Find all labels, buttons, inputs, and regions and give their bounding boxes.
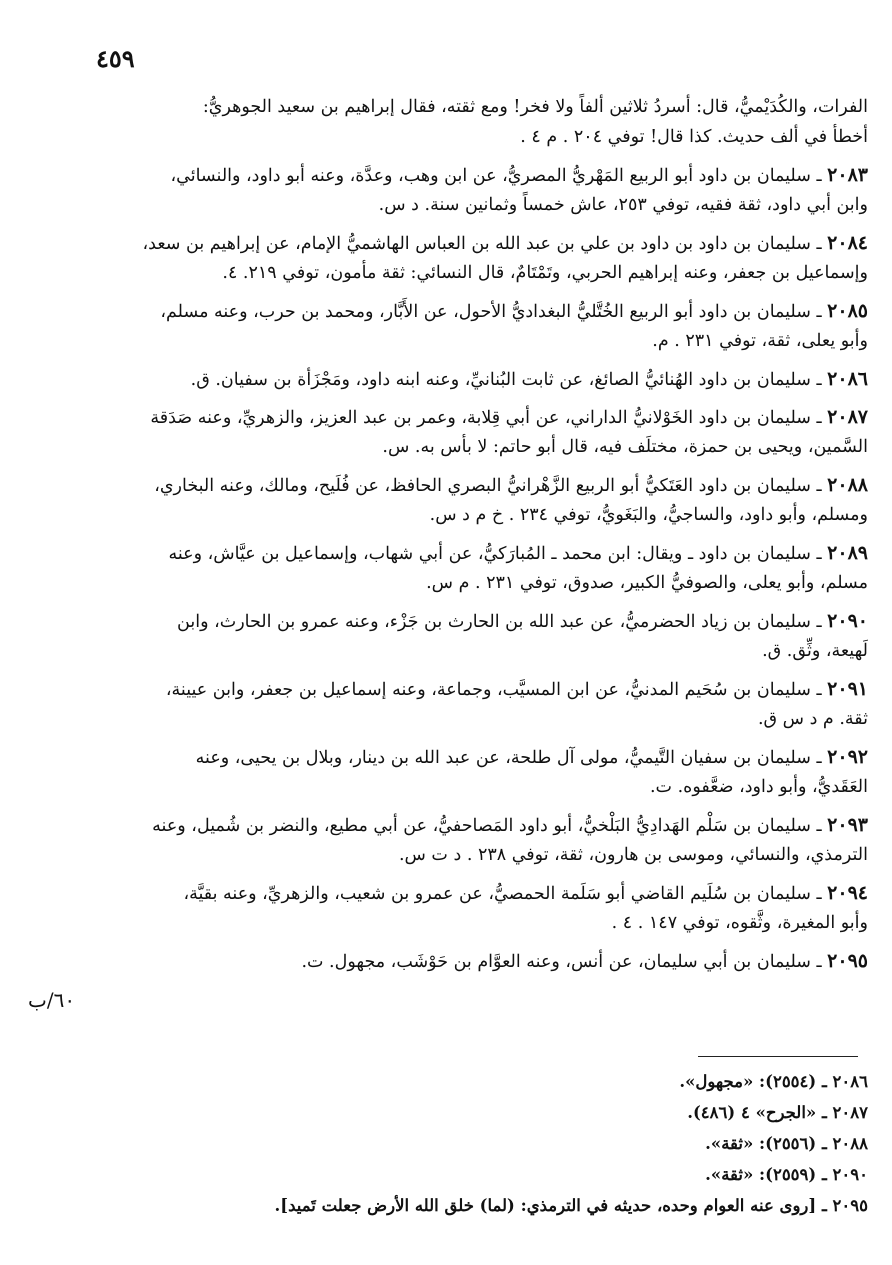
entry-first-line <box>98 810 868 840</box>
entry-number: ٢٠٨٥ <box>827 300 868 322</box>
entry-first-line <box>98 470 868 500</box>
entry-number: ٢٠٩٠ <box>827 610 868 632</box>
entry <box>98 606 868 666</box>
entry-first-line <box>98 160 868 190</box>
entry-first-line <box>98 538 868 568</box>
text-line: الفرات، والكُدَيْميُّ، قال: أسردُ ثلاثين ألفاً ولا فخر! ومع ثقته، فقال إبراهيم بن سعيد الجوهريُّ: <box>202 97 868 117</box>
entry-text: ـ سليمان بن داود ـ ويقال: ابن محمد ـ المُبارَكيُّ، عن أبي شهاب، وإسماعيل بن عيَّاش، وعنه <box>168 544 822 564</box>
text-line: أخطأ في ألف حديث. كذا قال! توفي ٢٠٤ . م ٤ . <box>520 127 868 147</box>
entry-text: ومسلم، وأبو داود، والساجيُّ، والبَغَويُّ، توفي ٢٣٤ . خ م د س. <box>429 505 868 525</box>
entry-number: ٢٠٨٣ <box>827 164 868 186</box>
entry-continuation-line <box>98 840 868 870</box>
footnote-divider <box>698 1056 858 1057</box>
entry-text: ـ سليمان بن داود بن داود بن علي بن عبد الله بن العباس الهاشميُّ الإمام، عن إبراهيم بن سعد، <box>142 234 822 254</box>
entry-text: وابن أبي داود، ثقة فقيه، توفي ٢٥٣، عاش خمساً وثمانين سنة. د س. <box>378 195 868 215</box>
entry <box>98 296 868 356</box>
entry-number: ٢٠٩٤ <box>827 882 868 904</box>
entry-first-line <box>98 946 868 976</box>
footnote: ٢٠٩٥ ـ [روى عنه العوام وحده، حديثه في الترمذي: (لما) خلق الله الأرض جعلت تَميد]. <box>274 1196 868 1215</box>
entry-number: ٢٠٩١ <box>827 678 868 700</box>
entry-number: ٢٠٨٦ <box>827 368 868 390</box>
entry-number: ٢٠٩٢ <box>827 746 868 768</box>
entry-continuation-line <box>98 772 868 802</box>
entry <box>98 228 868 288</box>
entry <box>98 160 868 220</box>
entry <box>98 402 868 462</box>
entry-first-line <box>98 606 868 636</box>
entry-text: ـ سليمان بن داود الخَوْلانيُّ الداراني، عن أبي قِلابة، وعمر بن عبد العزيز، والزهريِّ، وعنه صَدَقة <box>150 408 822 428</box>
entry <box>98 470 868 530</box>
entry-number: ٢٠٩٥ <box>827 950 868 972</box>
entry-text: ـ سليمان بن أبي سليمان، عن أنس، وعنه العوَّام بن حَوْشَب، مجهول. ت. <box>301 952 822 972</box>
footnote: ٢٠٨٦ ـ (٢٥٥٤): «مجهول». <box>679 1072 868 1091</box>
entry <box>98 946 868 976</box>
entry-number: ٢٠٨٧ <box>827 406 868 428</box>
entry-number: ٢٠٨٩ <box>827 542 868 564</box>
entry-continuation-line <box>98 432 868 462</box>
entry-continuation-line <box>98 258 868 288</box>
entry-text: لَهيعة، وثِّق. ق. <box>762 641 868 661</box>
entry <box>98 878 868 938</box>
entry-first-line <box>98 742 868 772</box>
entry-text: ـ سليمان بن سُحَيم المدنيُّ، عن ابن المسيَّب، وجماعة، وعنه إسماعيل بن جعفر، وابن عيينة، <box>165 680 822 700</box>
main-text <box>98 92 868 976</box>
entry <box>98 364 868 394</box>
entry-first-line <box>98 674 868 704</box>
entry <box>98 538 868 598</box>
entry-text: ـ سليمان بن سفيان التَّيميُّ، مولى آل طلحة، عن عبد الله بن دينار، وبلال بن يحيى، وعنه <box>195 748 822 768</box>
entry-number: ٢٠٨٨ <box>827 474 868 496</box>
entry-text: مسلم، وأبو يعلى، والصوفيُّ الكبير، صدوق، توفي ٢٣١ . م س. <box>426 573 868 593</box>
margin-note: ٦٠/ب <box>28 988 76 1012</box>
footnote: ٢٠٨٨ ـ (٢٥٥٦): «ثقة». <box>705 1134 868 1153</box>
entry-text: ـ سليمان بن داود الهُنائيُّ الصائغ، عن ثابت البُنانيِّ، وعنه ابنه داود، ومَجْزَأة بن سفيان. ق. <box>190 370 822 390</box>
entry-first-line <box>98 364 868 394</box>
entry-text: ـ سليمان بن داود أبو الربيع المَهْريُّ المصريُّ، عن ابن وهب، وعدَّة، وعنه أبو داود، والنسائي، <box>170 166 822 186</box>
entry-first-line <box>98 402 868 432</box>
entry <box>98 674 868 734</box>
entry <box>98 742 868 802</box>
entry-text: ـ سليمان بن داود العَتَكيُّ أبو الربيع الزَّهْرانيُّ البصري الحافظ، عن فُلَيح، ومالك، وعنه البخاري، <box>154 476 822 496</box>
entry-first-line <box>98 878 868 908</box>
entry-text: وإسماعيل بن جعفر، وعنه إبراهيم الحربي، وتَمْتَامٌ، قال النسائي: ثقة مأمون، توفي ٢١٩. ٤. <box>222 263 868 283</box>
entry-continuation-line <box>98 704 868 734</box>
entry-continuation-line <box>98 500 868 530</box>
entry-number: ٢٠٨٤ <box>827 232 868 254</box>
footnotes <box>98 1066 868 1221</box>
entry-continuation-line <box>98 636 868 666</box>
page-number: ٤٥٩ <box>96 44 135 73</box>
entry-list <box>98 160 868 976</box>
entry-text: وأبو المغيرة، وثَّقوه، توفي ١٤٧ . ٤ . <box>611 913 868 933</box>
entry-first-line <box>98 296 868 326</box>
entry-text: الترمذي، والنسائي، وموسى بن هارون، ثقة، توفي ٢٣٨ . د ت س. <box>398 845 868 865</box>
entry-text: ـ سليمان بن زياد الحضرميُّ، عن عبد الله بن الحارث بن جَزْء، وعنه عمرو بن الحارث، وابن <box>177 612 822 632</box>
entry-text: وأبو يعلى، ثقة، توفي ٢٣١ . م. <box>652 331 868 351</box>
footnote: ٢٠٩٠ ـ (٢٥٥٩): «ثقة». <box>705 1165 868 1184</box>
entry-number: ٢٠٩٣ <box>827 814 868 836</box>
entry-text: ـ سليمان بن داود أبو الربيع الخُتَّليُّ البغداديُّ الأحول، عن الأَبَّار، ومحمد بن حرب، وعنه مسلم، <box>160 302 822 322</box>
entry-continuation-line <box>98 568 868 598</box>
entry-text: السَّمين، ويحيى بن حمزة، مختلَف فيه، قال أبو حاتم: لا بأس به. س. <box>382 437 868 457</box>
entry-text: ـ سليمان بن سَلْم الهَدادِيُّ البَلْخيُّ، أبو داود المَصاحفيُّ، عن أبي مطيع، والنضر بن شُميل، وعنه <box>152 816 822 836</box>
entry-continuation-line <box>98 908 868 938</box>
entry-first-line <box>98 228 868 258</box>
footnote: ٢٠٨٧ ـ «الجرح» ٤ (٤٨٦). <box>687 1103 868 1122</box>
entry-text: ثقة. م د س ق. <box>757 709 868 729</box>
entry-continuation-line <box>98 190 868 220</box>
entry <box>98 810 868 870</box>
entry-text: ـ سليمان بن سُلَيم القاضي أبو سَلَمة الحمصيُّ، عن عمرو بن شعيب، والزهريِّ، وعنه بقيَّة، <box>183 884 822 904</box>
entry-text: العَقَديُّ، وأبو داود، ضعَّفوه. ت. <box>649 777 868 797</box>
entry-continuation-line <box>98 326 868 356</box>
